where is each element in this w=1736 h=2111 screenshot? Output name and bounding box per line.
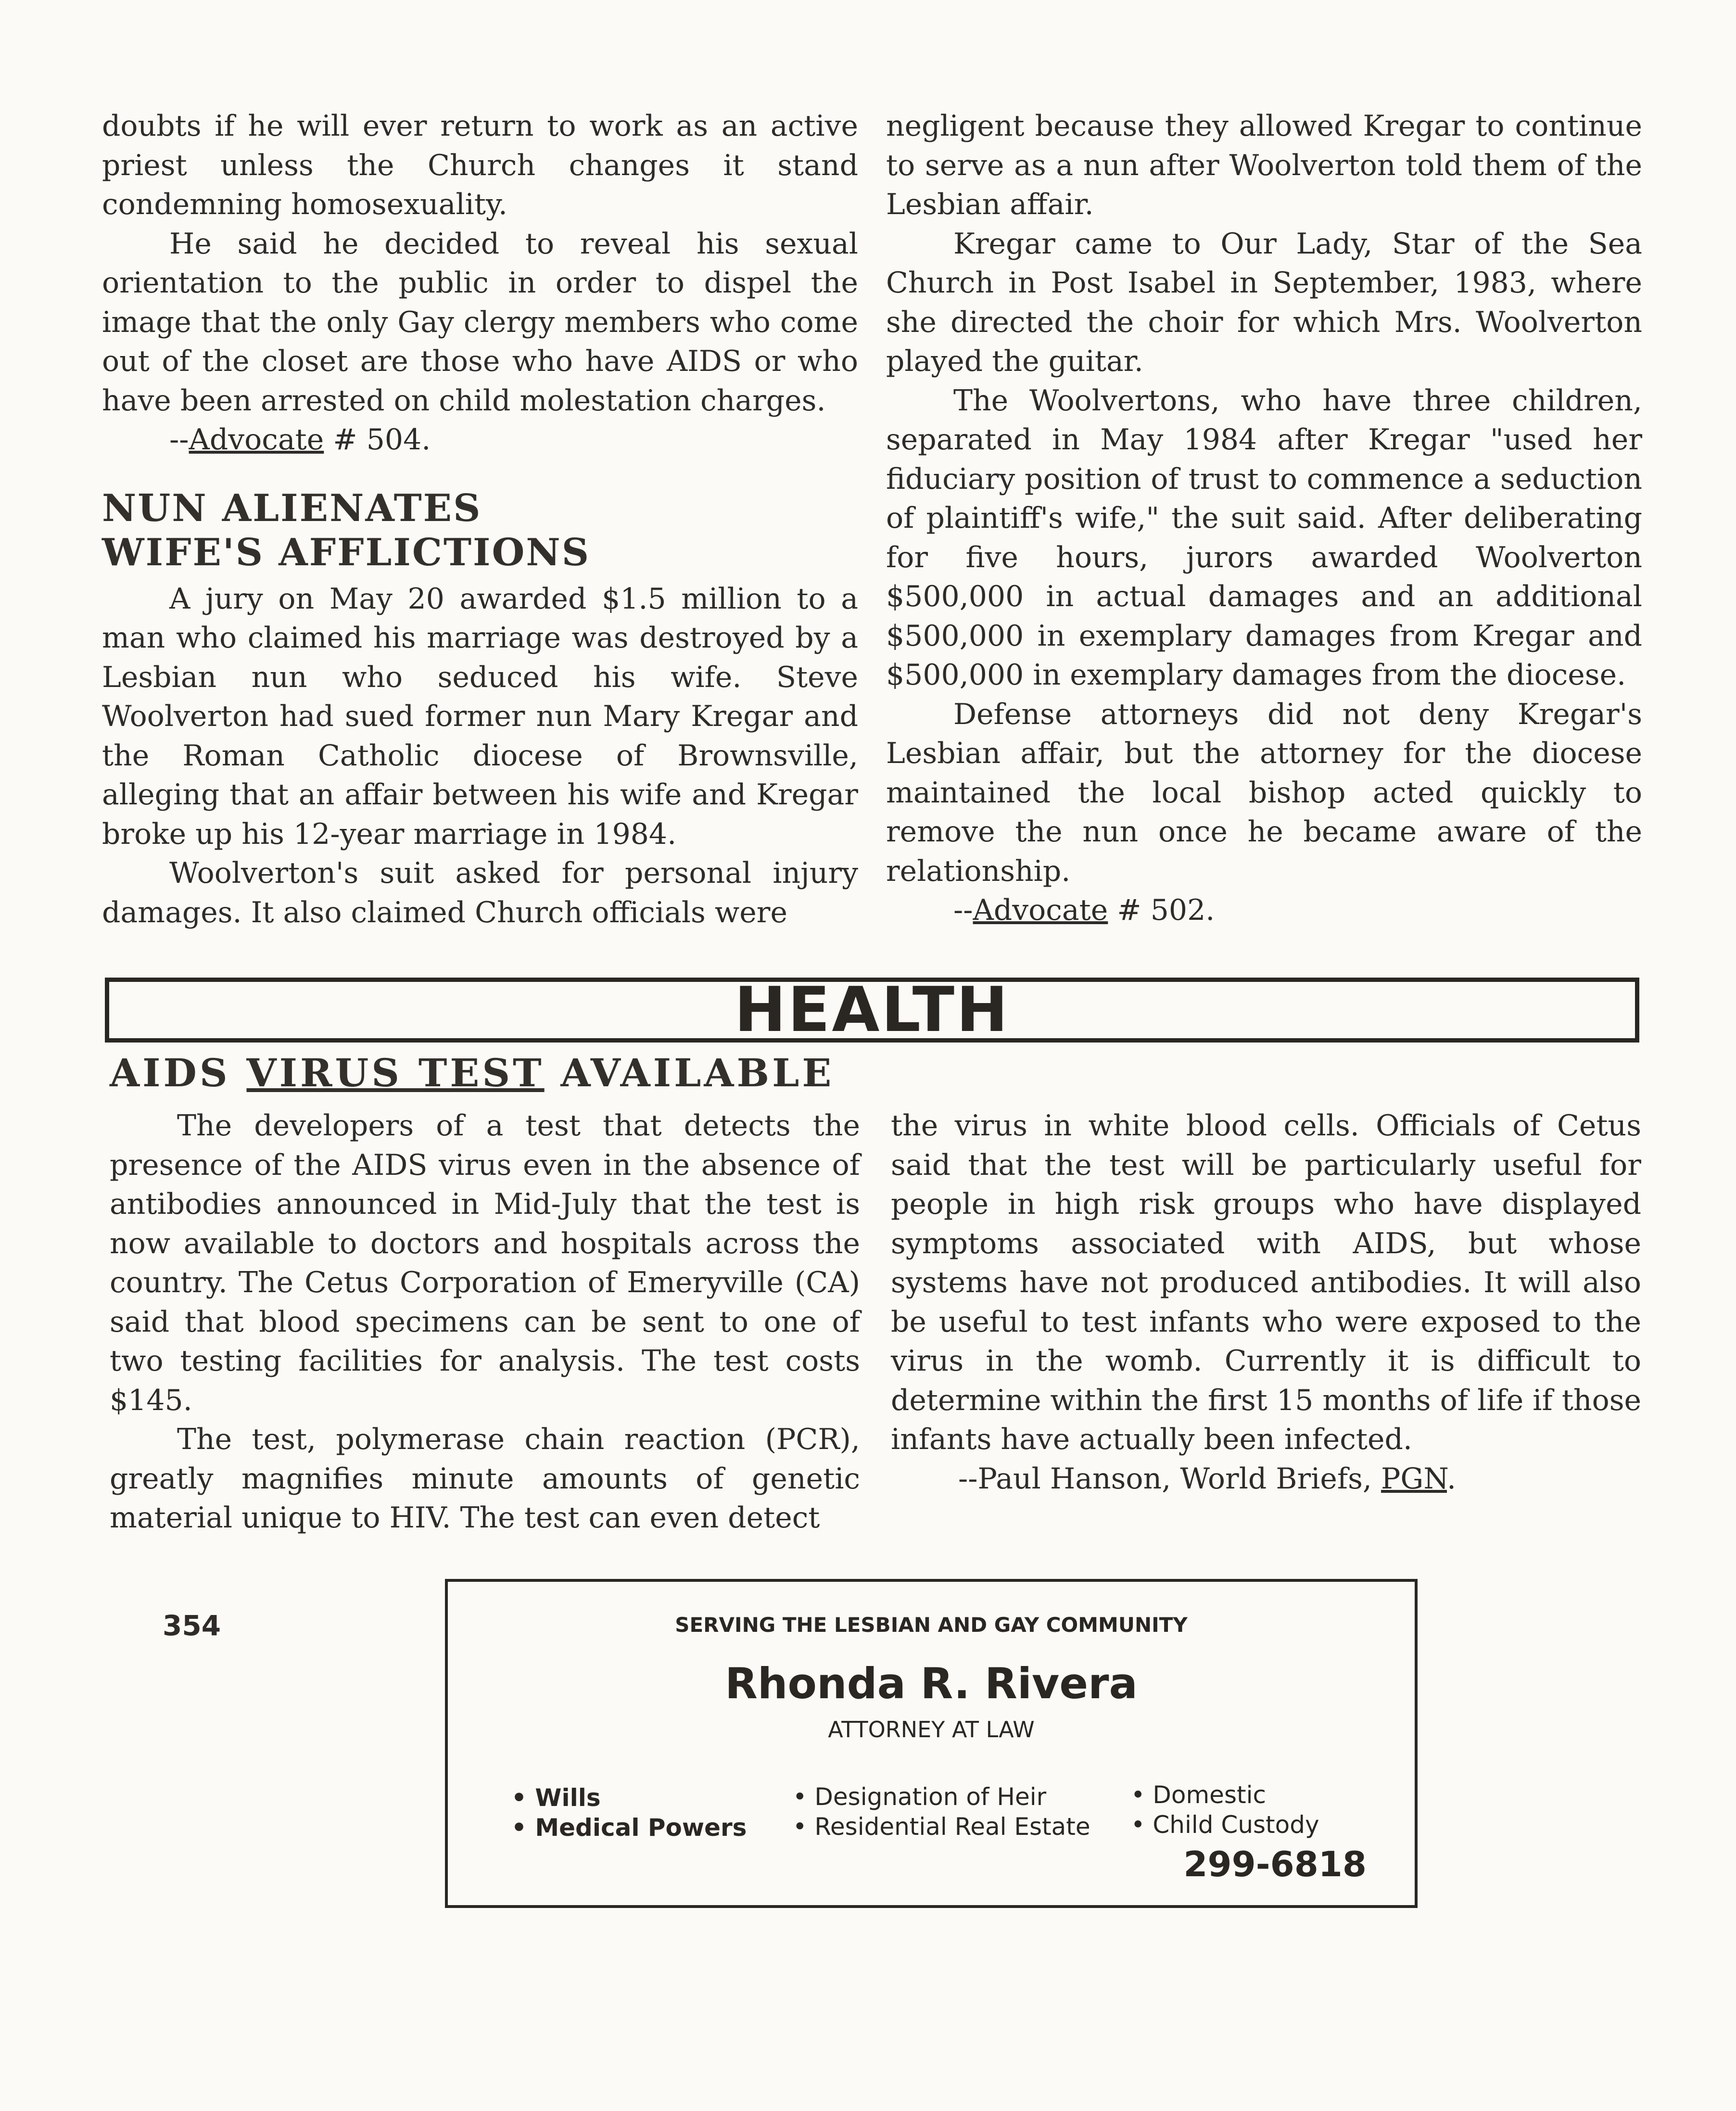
section-banner-title: HEALTH <box>734 974 1010 1046</box>
section-banner <box>105 974 1639 1046</box>
nun-story-paragraph: Defense attorneys did not deny Kregar's Lesbian affair, but the attorney for the diocese maintained the local bishop acted quickly to remove the nun once he became aware of the relationship. <box>886 697 1642 888</box>
ad-attorney-title: ATTORNEY AT LAW <box>828 1717 1035 1742</box>
attorney-advertisement <box>445 1579 1418 1908</box>
ad-service-item: • Child Custody <box>1131 1811 1319 1839</box>
nun-story-paragraph: The Woolvertons, who have three children, separated in May 1984 after Kregar "used her fiduciary position of trust to commence a seduction of plaintiff's wife," the suit said. After deliberating for five hours, jurors awarded Woolverton $500,000 in actual damages and an additional $500,000 in exemplary damages from Kregar and $500,000 in exemplary damages from the diocese. <box>886 383 1642 692</box>
nun-story-paragraph: A jury on May 20 awarded $1.5 million to a man who claimed his marriage was destroyed by a Lesbian nun who seduced his wife. Steve Woolverton had sued former nun Mary Kregar and the Roman Catholic diocese of Brownsville, alleging that an affair between his wife and Kregar broke up his 12-year marriage in 1984. <box>102 582 858 851</box>
aids-story-paragraph: the virus in white blood cells. Officials of Cetus said that the test will be particularly useful for people in high risk groups who have displayed symptoms associated with AIDS, but whose systems have not produced antibodies. It will also be useful to test infants who were exposed to the virus in the womb. Currently it is difficult to determine within the first 15 months of life if those infants have actually been infected. <box>891 1109 1641 1456</box>
nun-story-paragraph: Woolverton's suit asked for personal injury damages. It also claimed Church officials were <box>102 856 858 929</box>
citation-number: # 504. <box>324 423 431 457</box>
nun-story-paragraph: Kregar came to Our Lady, Star of the Sea Church in Post Isabel in September, 1983, where she directed the choir for which Mrs. Woolverton played the guitar. <box>886 227 1642 378</box>
article-continuation-text: doubts if he will ever return to work as an active priest unless the Church changes it stand condemning homosexuality. <box>102 109 858 221</box>
headline-line-1: NUN ALIENATES <box>102 486 482 530</box>
ad-service-item: • Residential Real Estate <box>793 1813 1090 1841</box>
article-citation <box>886 891 1642 930</box>
top-right-column <box>886 107 1642 930</box>
citation-source: Advocate <box>189 423 324 457</box>
bottom-left-column <box>110 1106 860 1538</box>
ad-attorney-name: Rhonda R. Rivera <box>725 1659 1138 1708</box>
nun-story-paragraph: negligent because they allowed Kregar to continue to serve as a nun after Woolverton told them of the Lesbian affair. <box>886 109 1642 221</box>
headline-pre: AIDS <box>110 1050 247 1095</box>
citation-end: . <box>1447 1462 1457 1496</box>
bottom-right-column <box>891 1106 1641 1499</box>
headline-line-2: WIFE'S AFFLICTIONS <box>102 530 591 574</box>
ad-service-item: • Wills <box>511 1784 601 1812</box>
citation-source: PGN <box>1381 1462 1447 1496</box>
nun-story-headline <box>102 486 858 575</box>
citation-text: --Paul Hanson, World Briefs, <box>958 1462 1381 1496</box>
headline-post: AVAILABLE <box>544 1050 835 1095</box>
ad-service-item: • Domestic <box>1131 1781 1266 1809</box>
ad-phone-number: 299-6818 <box>1183 1844 1367 1884</box>
article-citation <box>891 1460 1641 1499</box>
citation-source: Advocate <box>973 893 1108 927</box>
ad-tagline: SERVING THE LESBIAN AND GAY COMMUNITY <box>675 1613 1188 1637</box>
headline-underlined: VIRUS TEST <box>246 1050 545 1095</box>
page-number: 354 <box>163 1609 221 1642</box>
aids-story-paragraph: The developers of a test that detects the presence of the AIDS virus even in the absence of antibodies announced in Mid-July that the test is now available to doctors and hospitals across the country. The Cetus Corporation of Emeryville (CA) said that blood specimens can be sent to one of two testing facilities for analysis. The test costs $145. <box>110 1109 860 1417</box>
top-left-column <box>102 107 858 932</box>
ad-service-item: • Designation of Heir <box>793 1783 1047 1811</box>
citation-number: # 502. <box>1108 893 1215 927</box>
article-citation <box>102 420 858 460</box>
aids-story-headline <box>110 1051 834 1094</box>
citation-prefix: -- <box>169 423 189 457</box>
aids-story-paragraph: The test, polymerase chain reaction (PCR), greatly magnifies minute amounts of genetic material unique to HIV. The test can even detect <box>110 1423 860 1535</box>
citation-prefix: -- <box>953 893 973 927</box>
ad-service-item: • Medical Powers <box>511 1814 747 1842</box>
article-paragraph: He said he decided to reveal his sexual orientation to the public in order to dispel the image that the only Gay clergy members who come out of the closet are those who have AIDS or who have been arrested on child molestation charges. <box>102 227 858 418</box>
